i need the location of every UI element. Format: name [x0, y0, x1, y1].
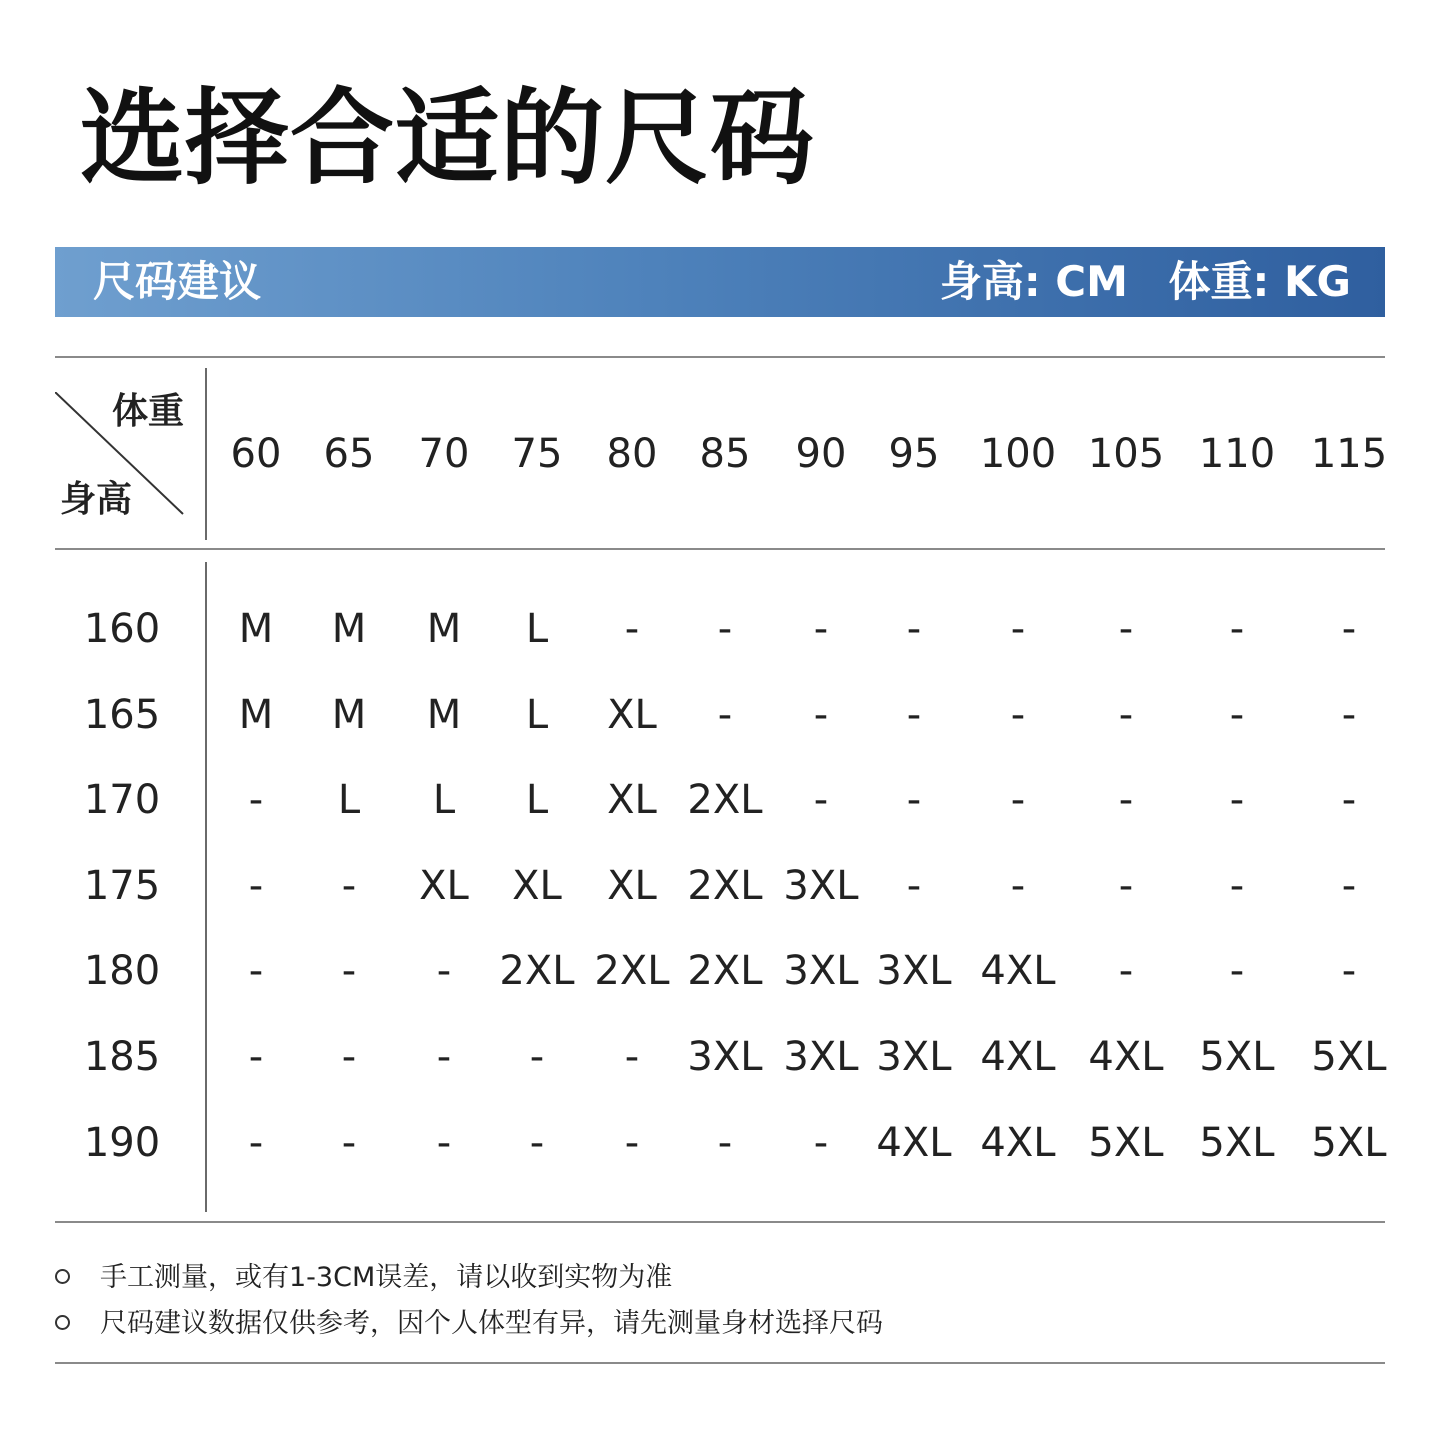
note-text: 尺码建议数据仅供参考，因个人体型有异，请先测量身材选择尺码	[100, 1308, 883, 1339]
circle-bullet-icon	[55, 1269, 70, 1284]
size-cell: 3XL	[783, 863, 859, 909]
size-cell: -	[1010, 692, 1026, 738]
size-cell: -	[1229, 863, 1245, 909]
corner-weight-label: 体重	[112, 391, 185, 432]
size-cell: 3XL	[783, 1034, 859, 1080]
notes-bottom-divider	[55, 1362, 1385, 1364]
size-cell: -	[1341, 948, 1357, 994]
weight-column-header: 95	[888, 431, 940, 477]
size-cell: 2XL	[687, 777, 763, 823]
size-cell: L	[525, 692, 549, 738]
size-cell: -	[813, 777, 829, 823]
size-cell: 4XL	[876, 1120, 952, 1166]
height-row-header: 185	[83, 1034, 161, 1080]
weight-column-header: 80	[606, 431, 658, 477]
size-cell: -	[1118, 777, 1134, 823]
size-cell: 4XL	[980, 948, 1056, 994]
height-row-header: 160	[83, 606, 161, 652]
size-cell: -	[1341, 863, 1357, 909]
height-row-header: 180	[83, 948, 161, 994]
size-cell: -	[1229, 606, 1245, 652]
size-cell: 3XL	[783, 948, 859, 994]
size-cell: -	[1341, 606, 1357, 652]
banner-units	[940, 247, 1351, 317]
size-cell: -	[906, 692, 922, 738]
size-cell: -	[436, 1120, 452, 1166]
size-cell: 2XL	[499, 948, 575, 994]
size-cell: 5XL	[1311, 1034, 1387, 1080]
size-cell: 4XL	[980, 1034, 1056, 1080]
table-top-divider	[55, 356, 1385, 358]
height-row-header: 190	[83, 1120, 161, 1166]
size-cell: -	[624, 606, 640, 652]
size-cell: -	[341, 948, 357, 994]
size-cell: -	[1010, 863, 1026, 909]
weight-column-header: 105	[1087, 431, 1165, 477]
size-cell: -	[1229, 692, 1245, 738]
size-cell: M	[426, 606, 462, 652]
note-text: 手工测量，或有1-3CM误差，请以收到实物为准	[100, 1262, 673, 1293]
size-cell: -	[1010, 606, 1026, 652]
size-cell: 4XL	[1088, 1034, 1164, 1080]
size-cell: -	[717, 692, 733, 738]
size-cell: -	[436, 1034, 452, 1080]
size-cell: -	[248, 1120, 264, 1166]
size-cell: -	[529, 1034, 545, 1080]
page-title: 选择合适的尺码	[80, 77, 816, 199]
size-cell: -	[1229, 777, 1245, 823]
size-cell: 3XL	[687, 1034, 763, 1080]
size-cell: 5XL	[1199, 1120, 1275, 1166]
size-cell: -	[1118, 692, 1134, 738]
size-cell: -	[248, 777, 264, 823]
size-cell: -	[813, 1120, 829, 1166]
size-cell: -	[1010, 777, 1026, 823]
size-cell: 2XL	[594, 948, 670, 994]
size-cell: 4XL	[980, 1120, 1056, 1166]
height-row-header: 175	[83, 863, 161, 909]
table-bottom-divider	[55, 1221, 1385, 1223]
size-cell: 3XL	[876, 1034, 952, 1080]
size-cell: -	[341, 1034, 357, 1080]
height-row-header: 165	[83, 692, 161, 738]
size-cell: XL	[607, 692, 657, 738]
size-cell: M	[238, 606, 274, 652]
table-header-divider	[55, 548, 1385, 550]
size-cell: 2XL	[687, 863, 763, 909]
size-cell: M	[238, 692, 274, 738]
size-cell: -	[248, 863, 264, 909]
size-cell: -	[436, 948, 452, 994]
weight-column-header: 110	[1198, 431, 1276, 477]
size-cell: L	[525, 606, 549, 652]
size-cell: -	[1118, 948, 1134, 994]
banner-label: 尺码建议	[93, 257, 262, 306]
size-cell: L	[432, 777, 456, 823]
size-cell: 5XL	[1311, 1120, 1387, 1166]
size-cell: 2XL	[687, 948, 763, 994]
height-unit-label: 身高: CM	[939, 257, 1128, 306]
size-cell: -	[529, 1120, 545, 1166]
weight-unit-label: 体重: KG	[1168, 257, 1351, 306]
size-cell: XL	[607, 863, 657, 909]
size-cell: -	[1118, 606, 1134, 652]
size-cell: 3XL	[876, 948, 952, 994]
size-cell: -	[1229, 948, 1245, 994]
size-recommendation-banner	[55, 247, 1385, 317]
size-cell: -	[906, 777, 922, 823]
weight-column-header: 65	[323, 431, 375, 477]
size-cell: -	[813, 606, 829, 652]
size-cell: L	[337, 777, 361, 823]
size-cell: M	[426, 692, 462, 738]
size-cell: -	[341, 863, 357, 909]
size-cell: 5XL	[1199, 1034, 1275, 1080]
size-cell: -	[717, 606, 733, 652]
weight-column-header: 70	[418, 431, 470, 477]
circle-bullet-icon	[55, 1315, 70, 1330]
weight-column-header: 115	[1310, 431, 1388, 477]
size-cell: -	[624, 1034, 640, 1080]
size-cell: -	[248, 1034, 264, 1080]
size-cell: -	[1341, 692, 1357, 738]
size-cell: -	[1341, 777, 1357, 823]
size-cell: 5XL	[1088, 1120, 1164, 1166]
weight-column-header: 60	[230, 431, 282, 477]
size-cell: -	[906, 863, 922, 909]
height-row-header: 170	[83, 777, 161, 823]
size-cell: -	[717, 1120, 733, 1166]
size-cell: XL	[512, 863, 562, 909]
size-cell: XL	[419, 863, 469, 909]
size-cell: -	[248, 948, 264, 994]
size-cell: -	[813, 692, 829, 738]
size-cell: -	[906, 606, 922, 652]
size-cell: L	[525, 777, 549, 823]
weight-column-header: 100	[979, 431, 1057, 477]
size-cell: -	[624, 1120, 640, 1166]
size-cell: -	[1118, 863, 1134, 909]
size-cell: M	[331, 606, 367, 652]
corner-height-label: 身高	[60, 479, 133, 520]
size-cell: XL	[607, 777, 657, 823]
size-cell: M	[331, 692, 367, 738]
weight-column-header: 75	[511, 431, 563, 477]
weight-column-header: 85	[699, 431, 751, 477]
weight-column-header: 90	[795, 431, 847, 477]
size-cell: -	[341, 1120, 357, 1166]
